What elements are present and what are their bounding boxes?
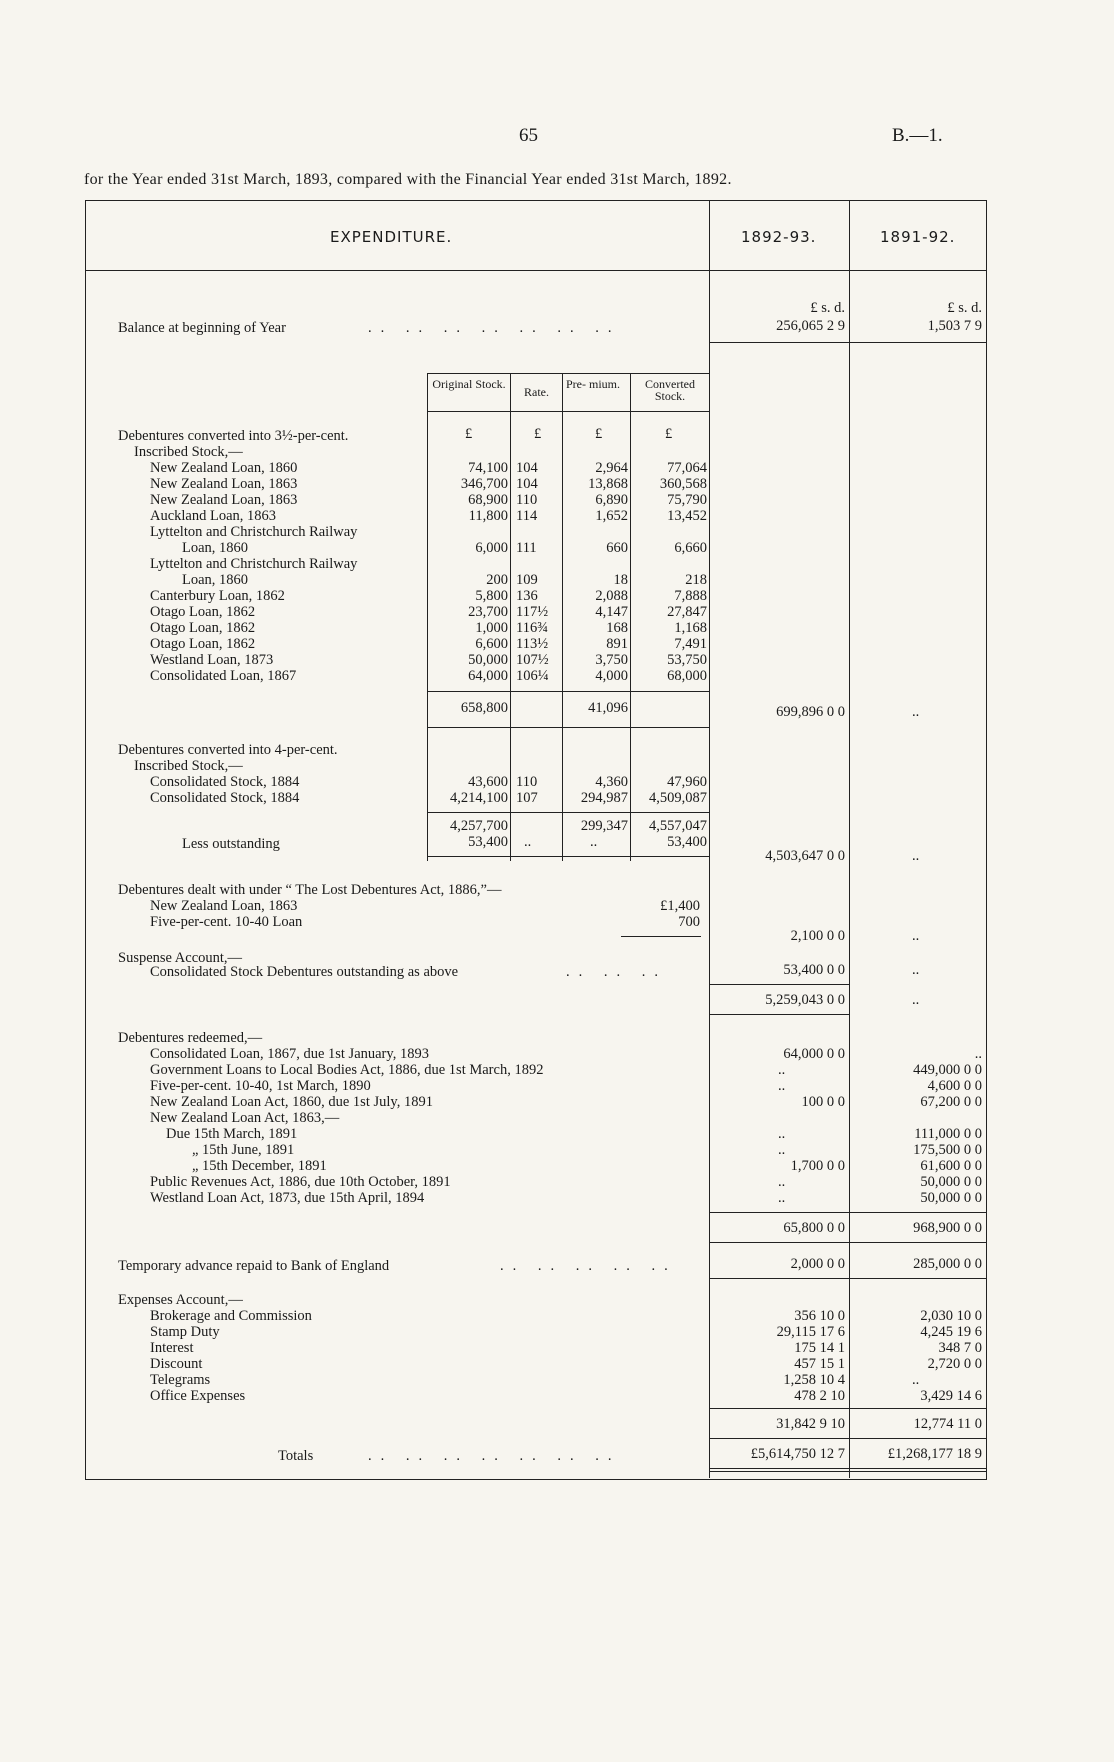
conv35-row-prem: 2,088	[595, 588, 628, 604]
conv35-row-prem: 2,964	[595, 460, 628, 476]
subhead-rate: Rate.	[524, 385, 549, 399]
conv4-row-name: Consolidated Stock, 1884	[150, 790, 300, 806]
conv4-row-orig: 43,600	[468, 774, 508, 790]
conv35-row-prem: 891	[606, 636, 628, 652]
redeemed-row-1891: 4,600 0 0	[927, 1078, 982, 1094]
conv4-row-conv: 47,960	[667, 774, 707, 790]
redeemed-row-1891: 61,600 0 0	[920, 1158, 982, 1174]
redeemed-row-1891: 175,500 0 0	[913, 1142, 982, 1158]
conv35-row-orig: 6,600	[475, 636, 508, 652]
redeemed-row: Public Revenues Act, 1886, due 10th October, 1891	[150, 1174, 451, 1190]
subhead-original: Original Stock.	[432, 377, 506, 391]
subtotal-1892: 5,259,043 0 0	[765, 992, 845, 1008]
page-number: 65	[519, 125, 538, 146]
conv35-row-name: New Zealand Loan, 1863	[150, 476, 298, 492]
conv35-row-name: New Zealand Loan, 1863	[150, 492, 298, 508]
conv35-row-name: Canterbury Loan, 1862	[150, 588, 285, 604]
lost-row-name: New Zealand Loan, 1863	[150, 898, 298, 914]
conv35-row-orig: 64,000	[468, 668, 508, 684]
conv35-row-rate: 107½	[516, 652, 549, 668]
pound-original: £	[465, 426, 473, 442]
lost-amount-1891: ..	[912, 928, 920, 944]
expenses-row: Discount	[150, 1356, 203, 1372]
totals-1891: £1,268,177 18 9	[887, 1446, 982, 1462]
redeemed-total-1892: 65,800 0 0	[783, 1220, 845, 1236]
redeemed-row: Government Loans to Local Bodies Act, 1886, due 1st March, 1892	[150, 1062, 544, 1078]
advance-1891: 285,000 0 0	[913, 1256, 982, 1272]
conv4-amount-1891: ..	[912, 848, 920, 864]
conv35-row-name: Lyttelton and Christchurch Railway	[150, 524, 358, 540]
lost-row-amount: 700	[678, 914, 700, 930]
conv35-row-conv: 7,888	[674, 588, 707, 604]
conv35-row-name: Lyttelton and Christchurch Railway	[150, 556, 358, 572]
redeemed-row-1892: ..	[778, 1062, 786, 1078]
conv4-row-name: Consolidated Stock, 1884	[150, 774, 300, 790]
conv35-row-rate: 114	[516, 508, 538, 524]
suspense-row: Consolidated Stock Debentures outstanding as above	[150, 964, 459, 980]
expenses-total-1891: 12,774 11 0	[913, 1416, 982, 1432]
redeemed-row-1891: 50,000 0 0	[920, 1190, 982, 1206]
conv35-total-prem: 41,096	[588, 700, 628, 716]
expenses-row: Interest	[150, 1340, 194, 1356]
redeemed-row-1892: ..	[778, 1126, 786, 1142]
col-divider-1892	[709, 200, 710, 1478]
redeemed-row-1892: ..	[778, 1190, 786, 1206]
expenses-total-1892: 31,842 9 10	[776, 1416, 845, 1432]
conv4-sum-orig: 4,257,700	[450, 818, 508, 834]
conv35-row-prem: 18	[613, 572, 628, 588]
redeemed-row: Due 15th March, 1891	[166, 1126, 298, 1142]
expenses-row-1892: 29,115 17 6	[776, 1324, 845, 1340]
lost-title: Debentures dealt with under “ The Lost Debentures Act, 1886,”—	[118, 882, 502, 898]
conv35-row-conv: 13,452	[667, 508, 707, 524]
conv35-row-orig: 200	[486, 572, 508, 588]
conv35-row-orig: 5,800	[475, 588, 508, 604]
conv35-row-conv: 6,660	[674, 540, 707, 556]
conv35-title2: Inscribed Stock,—	[134, 444, 243, 460]
lost-row-name: Five-per-cent. 10-40 Loan	[150, 914, 303, 930]
conv4-amount-1892: 4,503,647 0 0	[765, 848, 845, 864]
redeemed-row: Westland Loan Act, 1873, due 15th April, 1894	[150, 1190, 425, 1206]
conv35-row-prem: 4,000	[595, 668, 628, 684]
expenses-row-1892: 356 10 0	[794, 1308, 845, 1324]
conv35-row-orig: 1,000	[475, 620, 508, 636]
conv35-row-conv: 360,568	[659, 476, 707, 492]
conv35-row-orig: 74,100	[468, 460, 508, 476]
less-outstanding-conv: 53,400	[667, 834, 707, 850]
conv35-row-rate: 117½	[516, 604, 549, 620]
conv35-row-name: Otago Loan, 1862	[150, 620, 256, 636]
redeemed-row-1891: 50,000 0 0	[920, 1174, 982, 1190]
subtotal-1891: ..	[912, 992, 920, 1008]
subhead-converted: Converted Stock.	[645, 377, 695, 403]
lost-amount-1892: 2,100 0 0	[790, 928, 845, 944]
conv35-row-prem: 1,652	[595, 508, 628, 524]
redeemed-title: Debentures redeemed,—	[118, 1030, 263, 1046]
conv35-row-prem: 13,868	[588, 476, 628, 492]
expenses-row-1891: 2,030 10 0	[920, 1308, 982, 1324]
conv35-row-rate: 104	[516, 476, 538, 492]
col-divider-1891	[849, 200, 850, 1478]
expenses-row-1891: ..	[912, 1372, 920, 1388]
redeemed-row-1891: 67,200 0 0	[920, 1094, 982, 1110]
lsd-heading-1891: £ s. d.	[947, 300, 982, 316]
conv35-amount-1891: ..	[912, 704, 920, 720]
header-1891-92: 1891-92.	[880, 228, 956, 246]
conv35-row-conv: 218	[685, 572, 707, 588]
conv35-row-conv: 75,790	[667, 492, 707, 508]
redeemed-row: „ 15th December, 1891	[192, 1158, 327, 1174]
conv35-row-conv: 53,750	[667, 652, 707, 668]
conv4-sum-prem: 299,347	[580, 818, 628, 834]
conv4-row-orig: 4,214,100	[450, 790, 508, 806]
conv35-row-rate: 104	[516, 460, 538, 476]
redeemed-row-1892: ..	[778, 1174, 786, 1190]
redeemed-row: New Zealand Loan Act, 1860, due 1st July, 1891	[150, 1094, 433, 1110]
conv35-row-orig: 346,700	[460, 476, 508, 492]
conv35-row-name: New Zealand Loan, 1860	[150, 460, 298, 476]
conv4-row-conv: 4,509,087	[649, 790, 707, 806]
redeemed-row-1892: 1,700 0 0	[790, 1158, 845, 1174]
conv35-title: Debentures converted into 3½-per-cent.	[118, 428, 349, 444]
conv35-row-rate: 136	[516, 588, 538, 604]
conv35-row-rate: 116¾	[516, 620, 549, 636]
totals-label: Totals	[278, 1448, 314, 1464]
conv35-row-conv: 27,847	[667, 604, 707, 620]
redeemed-row: New Zealand Loan Act, 1863,—	[150, 1110, 340, 1126]
totals-1892: £5,614,750 12 7	[750, 1446, 845, 1462]
conv35-row-orig: 11,800	[468, 508, 508, 524]
expenses-row: Stamp Duty	[150, 1324, 220, 1340]
suspense-amount-1891: ..	[912, 962, 920, 978]
conv35-row-prem: 3,750	[595, 652, 628, 668]
conv35-row-orig: 23,700	[468, 604, 508, 620]
conv35-row-rate: 113½	[516, 636, 549, 652]
conv35-row-rate: 106¼	[516, 668, 549, 684]
conv35-row-conv: 77,064	[667, 460, 707, 476]
conv35-row-rate: 111	[516, 540, 537, 556]
conv4-sum-conv: 4,557,047	[649, 818, 707, 834]
expenses-row-1892: 175 14 1	[794, 1340, 845, 1356]
conv4-title: Debentures converted into 4-per-cent.	[118, 742, 338, 758]
lost-row-amount: £1,400	[660, 898, 700, 914]
expenses-row: Brokerage and Commission	[150, 1308, 312, 1324]
conv35-row-orig: 50,000	[468, 652, 508, 668]
redeemed-row-1891: 111,000 0 0	[914, 1126, 982, 1142]
conv35-amount-1892: 699,896 0 0	[776, 704, 845, 720]
advance-1892: 2,000 0 0	[790, 1256, 845, 1272]
redeemed-row-1892: 100 0 0	[801, 1094, 845, 1110]
conv35-row-orig: 6,000	[475, 540, 508, 556]
conv35-row-name: Auckland Loan, 1863	[150, 508, 277, 524]
lsd-heading-1892: £ s. d.	[810, 300, 845, 316]
conv35-row-name2: Loan, 1860	[182, 540, 249, 556]
conv35-row-orig: 68,900	[468, 492, 508, 508]
balance-1892: 256,065 2 9	[776, 318, 845, 334]
conv35-row-rate: 109	[516, 572, 538, 588]
redeemed-row: Five-per-cent. 10-40, 1st March, 1890	[150, 1078, 371, 1094]
conv4-title2: Inscribed Stock,—	[134, 758, 243, 774]
conv35-row-name: Otago Loan, 1862	[150, 604, 256, 620]
redeemed-row-1892: ..	[778, 1142, 786, 1158]
suspense-title: Suspense Account,—	[118, 950, 243, 966]
conv4-row-prem: 294,987	[580, 790, 628, 806]
redeemed-row-1891: 449,000 0 0	[913, 1062, 982, 1078]
conv35-row-name: Westland Loan, 1873	[150, 652, 274, 668]
pound-rate: £	[534, 426, 542, 442]
conv35-row-prem: 6,890	[595, 492, 628, 508]
less-outstanding-orig: 53,400	[468, 834, 508, 850]
less-outstanding-rate: ..	[524, 834, 532, 850]
subhead-premium: Pre- mium.	[566, 377, 620, 391]
header-expenditure: EXPENDITURE.	[330, 228, 453, 246]
expenses-row: Telegrams	[150, 1372, 211, 1388]
page-subtitle: for the Year ended 31st March, 1893, compared with the Financial Year ended 31st March, 1892.	[84, 171, 732, 188]
less-outstanding-label: Less outstanding	[182, 836, 280, 852]
expenses-row-1891: 4,245 19 6	[920, 1324, 982, 1340]
pound-premium: £	[595, 426, 603, 442]
balance-1891: 1,503 7 9	[927, 318, 982, 334]
conv4-row-rate: 110	[516, 774, 538, 790]
expenses-title: Expenses Account,—	[118, 1292, 243, 1308]
expenses-row-1891: 2,720 0 0	[927, 1356, 982, 1372]
conv35-row-name2: Loan, 1860	[182, 572, 249, 588]
advance-label: Temporary advance repaid to Bank of England	[118, 1258, 390, 1274]
conv35-row-rate: 110	[516, 492, 538, 508]
conv35-row-prem: 168	[606, 620, 628, 636]
report-code: B.—1.	[892, 125, 943, 146]
expenses-row-1891: 3,429 14 6	[920, 1388, 982, 1404]
conv35-total-orig: 658,800	[460, 700, 508, 716]
conv4-row-prem: 4,360	[595, 774, 628, 790]
conv35-row-conv: 7,491	[674, 636, 707, 652]
header-1892-93: 1892-93.	[741, 228, 817, 246]
conv35-row-name: Consolidated Loan, 1867	[150, 668, 297, 684]
conv35-row-conv: 68,000	[667, 668, 707, 684]
redeemed-row: „ 15th June, 1891	[192, 1142, 295, 1158]
redeemed-row: Consolidated Loan, 1867, due 1st January, 1893	[150, 1046, 429, 1062]
expenses-row-1891: 348 7 0	[938, 1340, 982, 1356]
redeemed-row-1891: ..	[974, 1046, 982, 1062]
pound-converted: £	[665, 426, 673, 442]
expenses-row-1892: 457 15 1	[794, 1356, 845, 1372]
redeemed-total-1891: 968,900 0 0	[913, 1220, 982, 1236]
redeemed-row-1892: 64,000 0 0	[783, 1046, 845, 1062]
expenses-row-1892: 1,258 10 4	[783, 1372, 845, 1388]
conv35-row-prem: 4,147	[595, 604, 628, 620]
less-outstanding-prem: ..	[590, 834, 598, 850]
conv4-row-rate: 107	[516, 790, 538, 806]
expenses-row-1892: 478 2 10	[794, 1388, 845, 1404]
balance-label: Balance at beginning of Year	[118, 320, 286, 336]
suspense-amount-1892: 53,400 0 0	[783, 962, 845, 978]
conv35-row-name: Otago Loan, 1862	[150, 636, 256, 652]
conv35-row-conv: 1,168	[674, 620, 707, 636]
expenses-row: Office Expenses	[150, 1388, 246, 1404]
conv35-row-prem: 660	[606, 540, 628, 556]
redeemed-row-1892: ..	[778, 1078, 786, 1094]
